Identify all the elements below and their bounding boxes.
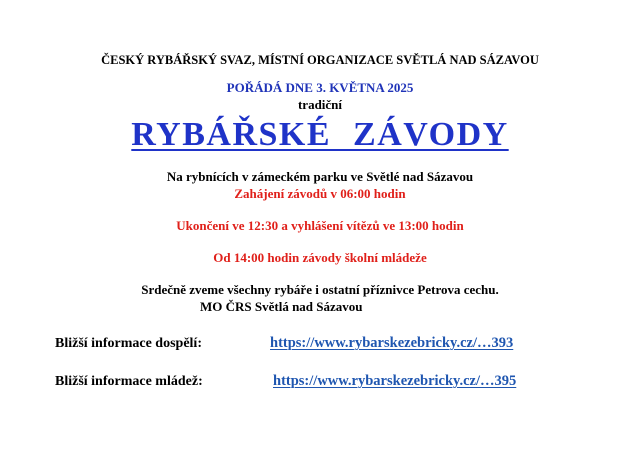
- youth-competition: Od 14:00 hodin závody školní mládeže: [213, 250, 427, 265]
- organizer-signature: MO ČRS Světlá nad Sázavou: [200, 299, 363, 314]
- event-place: Na rybnících v zámeckém parku ve Světlé nad Sázavou: [166, 169, 474, 184]
- youth-info-link[interactable]: https://www.rybarskezebricky.cz/…395: [273, 373, 517, 389]
- start-time: Zahájení závodů v 06:00 hodin: [234, 186, 406, 201]
- organization-heading: ČESKÝ RYBÁŘSKÝ SVAZ, MÍSTNÍ ORGANIZACE SVĚTLÁ NAD SÁZAVOU: [101, 53, 539, 67]
- adults-info-link[interactable]: https://www.rybarskezebricky.cz/…393: [270, 335, 514, 351]
- adults-info-label: Bližší informace dospělí:: [55, 336, 202, 351]
- event-title: RYBÁŘSKÉ ZÁVODY: [131, 116, 509, 153]
- end-time: Ukončení ve 12:30 a vyhlášení vítězů ve 13:00 hodin: [176, 218, 464, 233]
- youth-info-label: Bližší informace mládež:: [55, 374, 203, 389]
- event-date: POŘÁDÁ DNE 3. KVĚTNA 2025: [226, 80, 414, 95]
- tradition-label: tradiční: [297, 97, 343, 112]
- invitation-text: Srdečně zveme všechny rybáře i ostatní příznivce Petrova cechu.: [141, 282, 499, 297]
